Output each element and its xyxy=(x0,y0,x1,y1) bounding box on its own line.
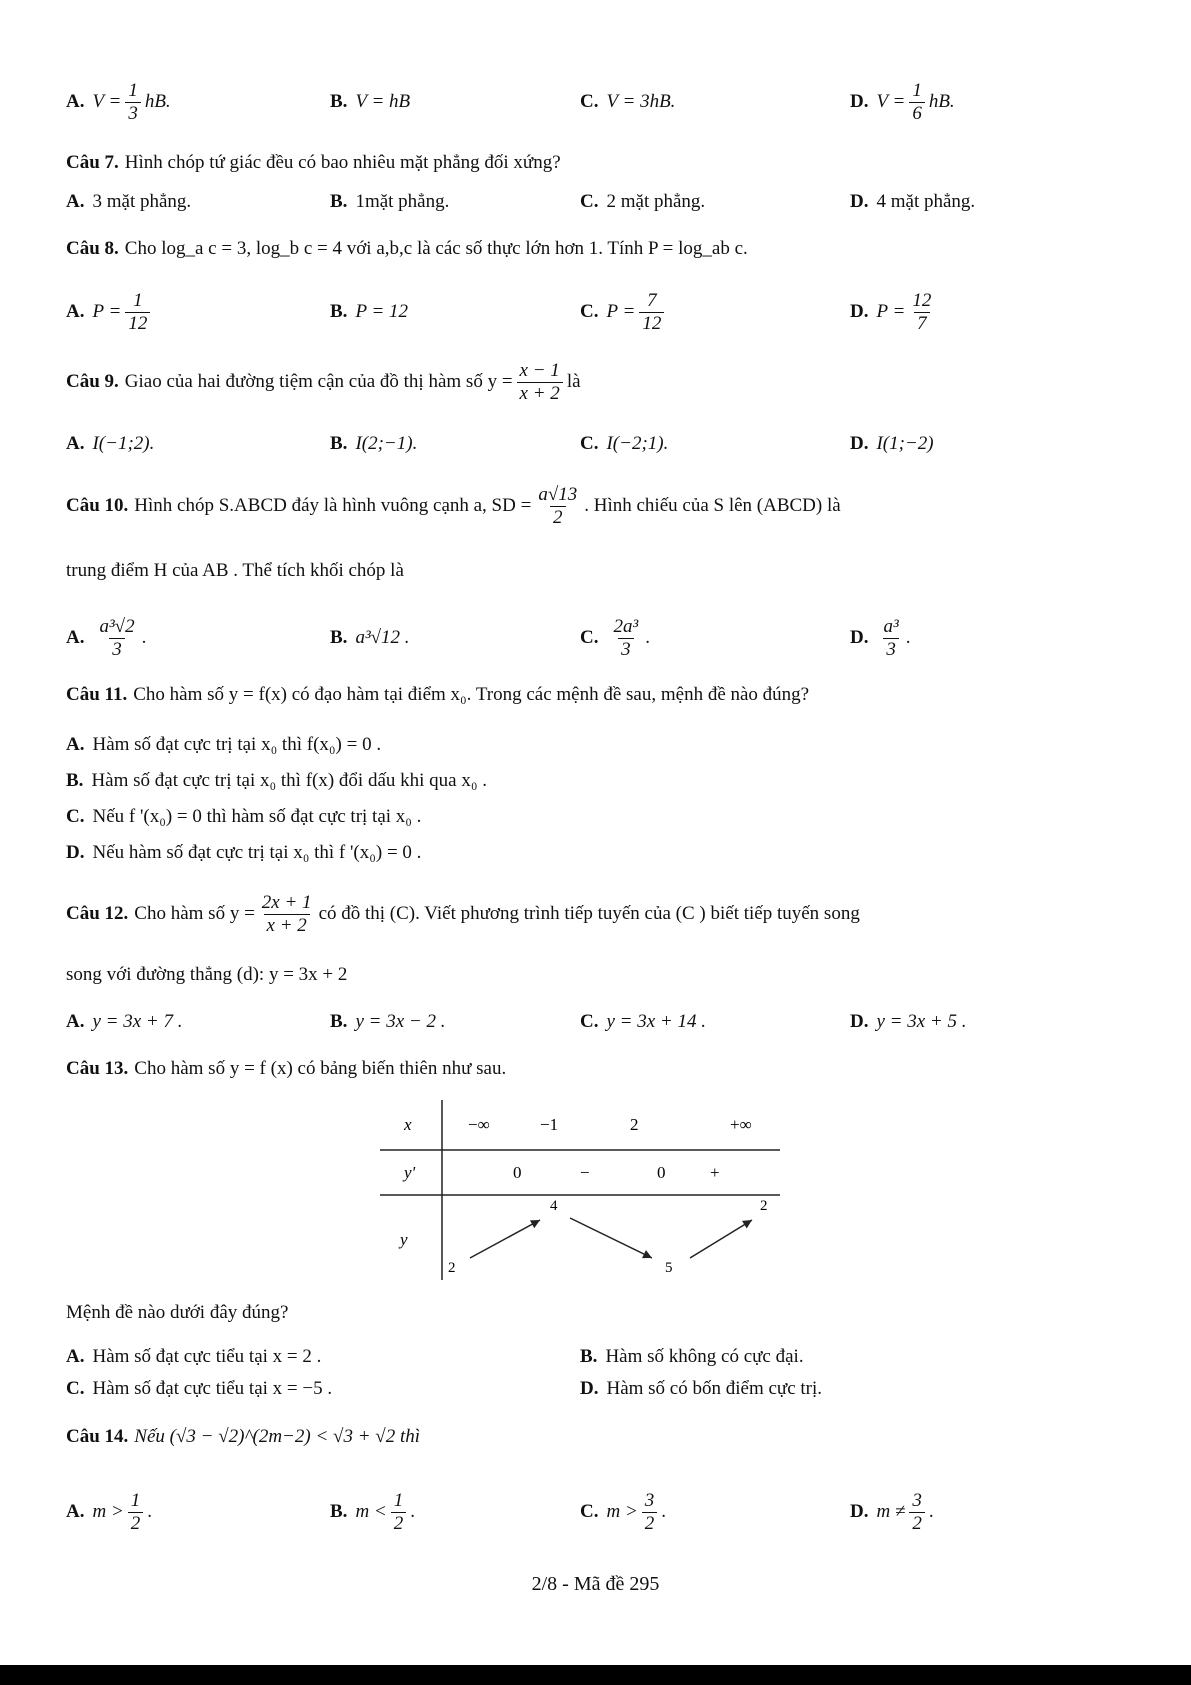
vt-arrow-up xyxy=(470,1220,540,1258)
q8-option-c[interactable]: C. P = $\frac{7}{12}$ xyxy=(580,282,668,342)
q10-stem: Câu 10. Hình chóp S.ABCD đáy là hình vuông cạnh a, SD = $\frac{a√13}{2}$ . Hình chiếu của S lên (ABCD) là xyxy=(66,484,841,528)
q14-option-a[interactable]: A. m > 1 2 . xyxy=(66,1489,153,1534)
fraction: 3 2 xyxy=(909,1490,925,1535)
q8-option-d[interactable]: D. P = $\frac{12}{7}$ xyxy=(850,282,938,342)
q14-option-b[interactable]: B. m < 1 2 . xyxy=(330,1489,415,1534)
q6-option-a[interactable]: A. V = $\frac{1}{3}$ hB. xyxy=(66,79,171,124)
page-footer: 2/8 - Mã đề 295 xyxy=(531,1573,660,1595)
fraction: $\frac{12}{7}$ xyxy=(912,289,932,334)
vt-arrow-up xyxy=(690,1220,752,1258)
q14-option-c[interactable]: C. m > 3 2 . xyxy=(580,1489,667,1534)
q13-option-b[interactable]: B. Hàm số không có cực đại. xyxy=(580,1346,804,1367)
q9-option-b[interactable]: B. I(2;−1). xyxy=(330,433,418,454)
q6-option-d[interactable]: D. V = $\frac{1}{6}$ hB. xyxy=(850,79,955,124)
vt-y-label: y xyxy=(400,1230,408,1249)
vt-x-val: −∞ xyxy=(468,1115,490,1134)
fraction: 3 2 xyxy=(642,1490,658,1535)
q7-option-c[interactable]: C. 2 mặt phẳng. xyxy=(580,191,706,212)
q9-option-c[interactable]: C. I(−2;1). xyxy=(580,433,669,454)
q10-options xyxy=(0,608,1191,668)
q13-prompt: Mệnh đề nào dưới đây đúng? xyxy=(66,1302,289,1323)
vt-dy-val: − xyxy=(580,1163,590,1182)
fraction: $\frac{7}{12}$ xyxy=(639,290,664,335)
vt-y-bottom: 2 xyxy=(448,1260,456,1276)
fraction: $\frac{1}{6}$ xyxy=(909,80,925,125)
q7-option-b[interactable]: B. 1mặt phẳng. xyxy=(330,191,450,212)
q10-option-a[interactable]: A. a³√2 3 . xyxy=(66,615,147,660)
q8-stem: Câu 8. Cho log_a c = 3, log_b c = 4 với a,b,c là các số thực lớn hơn 1. Tính P = log_ab c. xyxy=(66,238,748,259)
fraction: a³√2 3 xyxy=(99,615,135,660)
q12-option-b[interactable]: B. y = 3x − 2 . xyxy=(330,1011,446,1032)
q7-option-a[interactable]: A. 3 mặt phẳng. xyxy=(66,191,192,212)
q9-option-a[interactable]: A. I(−1;2). xyxy=(66,433,155,454)
q10-option-b[interactable]: B. a³√12 . xyxy=(330,627,410,648)
q8-option-b[interactable]: B. P = 12 xyxy=(330,301,409,322)
q11-stem: Câu 11. Cho hàm số y = f(x) có đạo hàm tại điểm x₀. Trong các mệnh đề sau, mệnh đề nào đúng? xyxy=(66,684,810,705)
vt-dy-val: + xyxy=(710,1163,720,1182)
variation-table xyxy=(380,1100,790,1290)
vt-x-val: −1 xyxy=(540,1115,559,1134)
q9-option-d[interactable]: D. I(1;−2) xyxy=(850,433,934,454)
q11-statement-c[interactable]: C. Nếu f '(x₀) = 0 thì hàm số đạt cực trị tại x₀ . xyxy=(66,806,422,827)
fraction: 1 2 xyxy=(391,1490,407,1535)
q11-statement-d[interactable]: D. Nếu hàm số đạt cực trị tại x₀ thì f '(x₀) = 0 . xyxy=(66,842,422,863)
vt-x-val: +∞ xyxy=(730,1115,752,1134)
q6-option-c[interactable]: C. V = 3hB. xyxy=(580,91,676,112)
q12-stem-line2: song với đường thẳng (d): y = 3x + 2 xyxy=(66,964,348,985)
q12-stem: Câu 12. Cho hàm số y = $\frac{2x + 1}{x + 2}$ có đồ thị (C). Viết phương trình tiếp tuyến của (C ) biết tiếp tuyến song xyxy=(66,892,860,936)
fraction: a³ 3 xyxy=(883,615,899,660)
vt-arrow-down xyxy=(570,1218,652,1258)
q13-stem: Câu 13. Cho hàm số y = f (x) có bảng biến thiên như sau. xyxy=(66,1058,507,1079)
q11-statement-b[interactable]: B. Hàm số đạt cực trị tại x₀ thì f(x) đổi dấu khi qua x₀ . xyxy=(66,770,487,791)
fraction: $\frac{x - 1}{x + 2}$ xyxy=(517,360,563,405)
q10-option-c[interactable]: C. 2a³ 3 . xyxy=(580,615,650,660)
q9-stem: Câu 9. Giao của hai đường tiệm cận của đồ thị hàm số y = $\frac{x - 1}{x + 2}$ là xyxy=(66,360,581,404)
q6-option-b[interactable]: B. V = hB xyxy=(330,91,411,112)
q13-option-c[interactable]: C. Hàm số đạt cực tiểu tại x = −5 . xyxy=(66,1378,333,1399)
q12-option-d[interactable]: D. y = 3x + 5 . xyxy=(850,1011,967,1032)
q14-option-d[interactable]: D. m ≠ 3 2 . xyxy=(850,1489,934,1534)
q9-options xyxy=(0,414,1191,474)
vt-y-top: 2 xyxy=(760,1198,768,1214)
q8-option-a[interactable]: A. P = $\frac{1}{12}$ xyxy=(66,282,154,342)
q14-options xyxy=(0,1482,1191,1542)
bottom-bar xyxy=(0,1665,1191,1685)
vt-dy-val: 0 xyxy=(657,1163,666,1182)
q8-options xyxy=(0,282,1191,342)
fraction: 2a³ 3 xyxy=(613,615,639,660)
vt-y-bottom: 5 xyxy=(665,1260,673,1276)
q10-stem-line2: trung điểm H của AB . Thể tích khối chóp là xyxy=(66,560,404,581)
q7-options xyxy=(0,172,1191,232)
q12-options xyxy=(0,992,1191,1052)
q13-option-a[interactable]: A. Hàm số đạt cực tiểu tại x = 2 . xyxy=(66,1346,322,1367)
fraction: $\frac{1}{12}$ xyxy=(125,290,150,335)
q12-option-c[interactable]: C. y = 3x + 14 . xyxy=(580,1011,706,1032)
q12-option-a[interactable]: A. y = 3x + 7 . xyxy=(66,1011,183,1032)
fraction: $\frac{1}{3}$ xyxy=(125,80,141,125)
q14-stem: Câu 14. Nếu (√3 − √2)^(2m−2) < √3 + √2 thì xyxy=(66,1426,421,1447)
q11-statement-a[interactable]: A. Hàm số đạt cực trị tại x₀ thì f(x₀) = 0 . xyxy=(66,734,382,755)
fraction: 1 2 xyxy=(128,1490,144,1535)
q10-option-d[interactable]: D. a³ 3 . xyxy=(850,615,911,660)
fraction: $\frac{a√13}{2}$ xyxy=(538,484,578,528)
q13-option-d[interactable]: D. Hàm số có bốn điểm cực trị. xyxy=(580,1378,823,1399)
q6-options xyxy=(0,72,1191,132)
vt-x-label: x xyxy=(404,1115,412,1134)
vt-dy-label: y' xyxy=(404,1163,416,1182)
fraction: $\frac{2x + 1}{x + 2}$ xyxy=(261,892,312,936)
vt-x-val: 2 xyxy=(630,1115,639,1134)
q7-option-d[interactable]: D. 4 mặt phẳng. xyxy=(850,191,976,212)
vt-dy-val: 0 xyxy=(513,1163,522,1182)
q7-stem: Câu 7. Hình chóp tứ giác đều có bao nhiêu mặt phẳng đối xứng? xyxy=(66,152,561,173)
vt-y-top: 4 xyxy=(550,1198,558,1214)
